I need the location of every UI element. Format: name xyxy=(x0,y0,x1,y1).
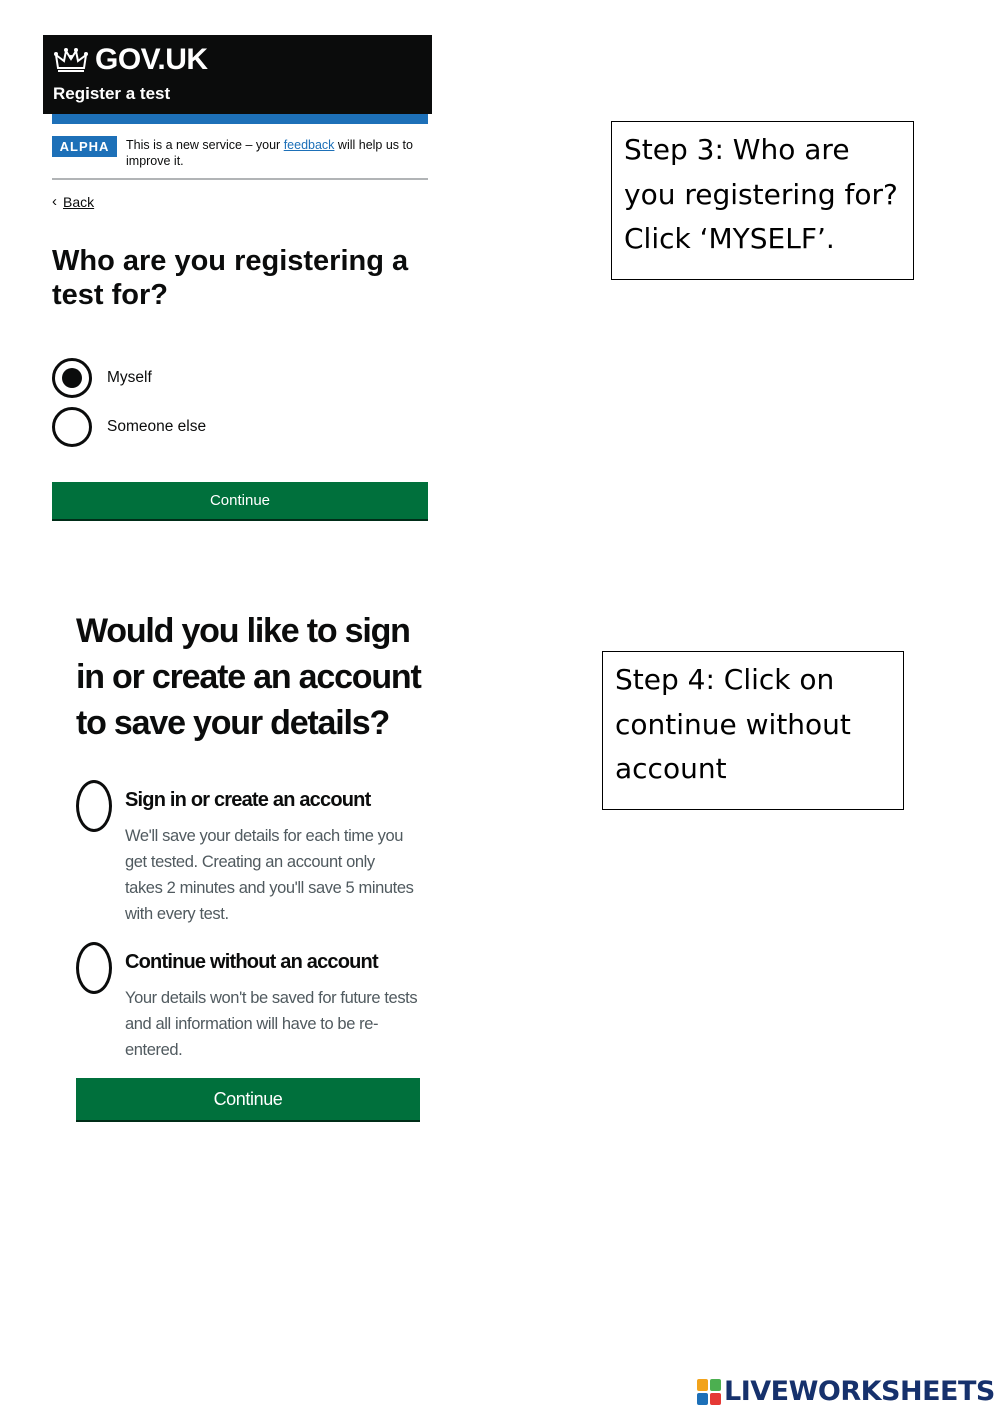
step-4-instruction-box: Step 4: Click on continue without account xyxy=(602,651,904,810)
govuk-header xyxy=(43,35,432,114)
option-title-continue-without[interactable]: Continue without an account xyxy=(125,951,378,973)
radio-button[interactable] xyxy=(76,780,112,832)
step-3-instruction-box: Step 3: Who are you registering for? Click ‘MYSELF’. xyxy=(611,121,914,280)
govuk-logo-text: GOV.UK xyxy=(95,43,208,76)
radio-option-myself[interactable] xyxy=(52,358,152,398)
liveworksheets-brand: LIVEWORKSHEETS xyxy=(724,1376,995,1407)
sign-in-heading: Would you like to sign in or create an account to save your details? xyxy=(76,612,421,742)
radio-button[interactable] xyxy=(76,942,112,994)
back-link[interactable] xyxy=(52,193,94,210)
phase-text-before: This is a new service – your xyxy=(126,138,284,152)
continue-button-2[interactable]: Continue xyxy=(76,1078,420,1120)
option-hint-sign-in: We'll save your details for each time you get tested. Creating an account only takes 2 minutes and you'll save 5 minutes with every test. xyxy=(125,827,414,923)
back-link-label: Back xyxy=(63,193,95,210)
radio-button[interactable] xyxy=(52,358,92,398)
service-name[interactable]: Register a test xyxy=(53,84,171,103)
continue-button[interactable]: Continue xyxy=(52,482,428,519)
liveworksheets-logo xyxy=(697,1376,995,1407)
radio-option-someone-else[interactable] xyxy=(52,407,206,447)
radio-button[interactable] xyxy=(52,407,92,447)
radio-label[interactable]: Myself xyxy=(107,369,152,386)
radio-selected-dot xyxy=(62,368,82,388)
feedback-link[interactable]: feedback xyxy=(283,138,335,152)
chevron-left-icon: ‹ xyxy=(52,193,57,210)
phase-banner xyxy=(52,134,428,180)
header-blue-bar xyxy=(52,114,428,124)
option-title-sign-in[interactable]: Sign in or create an account xyxy=(125,789,371,811)
phase-tag: ALPHA xyxy=(52,136,117,157)
phase-banner-text xyxy=(126,137,431,169)
registering-for-heading: Who are you registering a test for? xyxy=(52,245,409,311)
liveworksheets-icon xyxy=(697,1379,721,1405)
radio-label[interactable]: Someone else xyxy=(107,418,207,435)
phase-text-after: will help us to improve it. xyxy=(126,138,413,168)
option-hint-continue-without: Your details won't be saved for future tests and all information will have to be re-entered. xyxy=(125,989,418,1059)
govuk-logo[interactable] xyxy=(53,43,208,77)
radio-option-sign-in[interactable] xyxy=(76,780,112,832)
radio-option-continue-without-account[interactable] xyxy=(76,942,112,994)
crown-icon xyxy=(53,46,89,74)
